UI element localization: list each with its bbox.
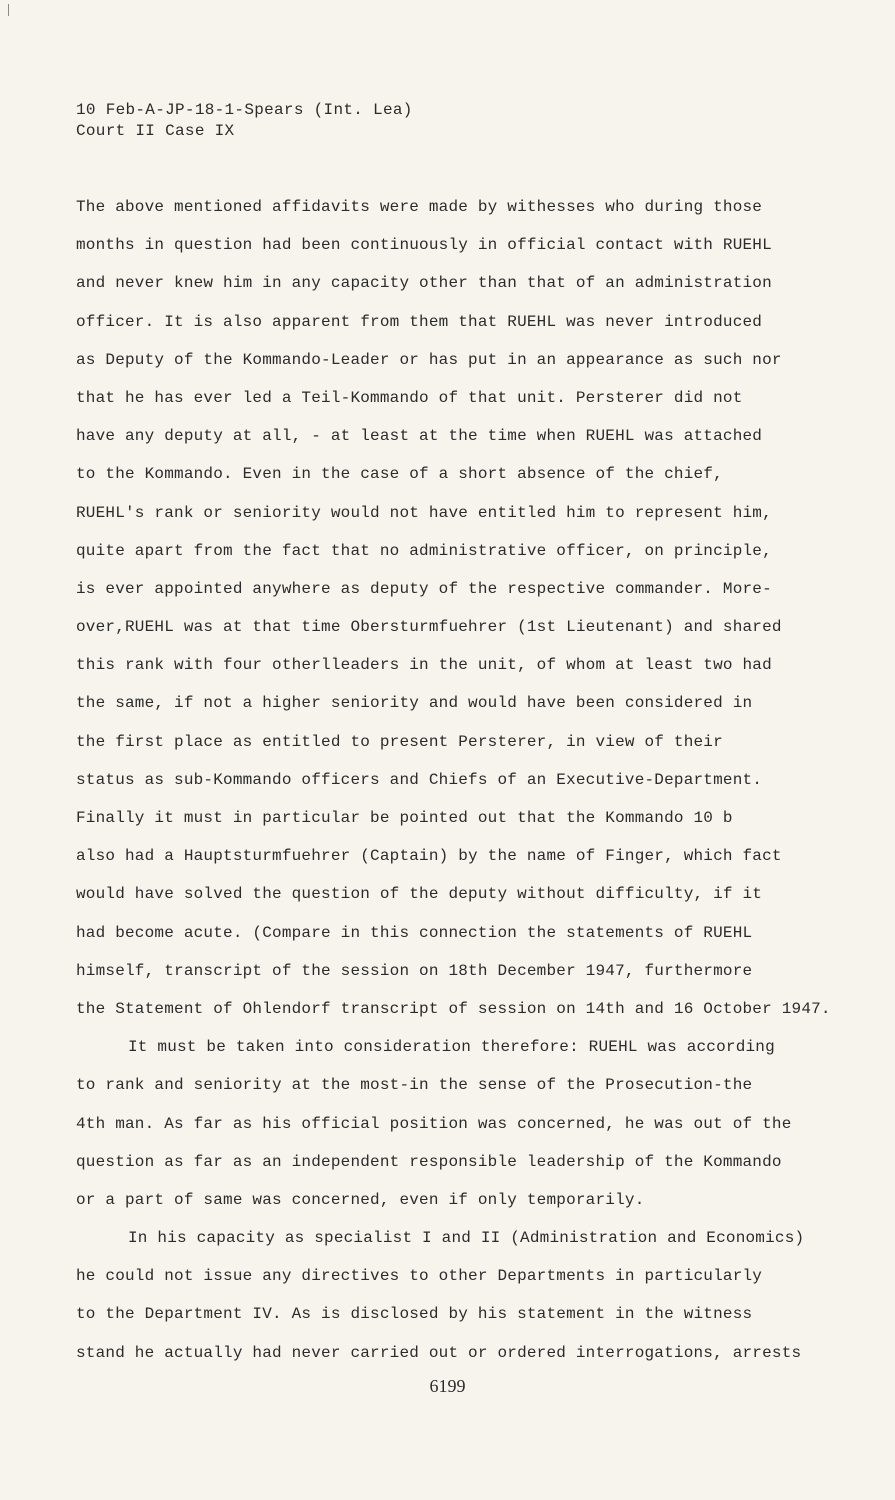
text-line: the same, if not a higher seniority and would have been considered in (76, 694, 753, 713)
text-line: is ever appointed anywhere as deputy of the respective commander. More- (76, 579, 772, 598)
text-line: to the Kommando. Even in the case of a short absence of the chief, (76, 465, 723, 484)
document-body (76, 192, 831, 1376)
text-line: as Deputy of the Kommando-Leader or has put in an appearance as such nor (76, 350, 782, 369)
text-line: The above mentioned affidavits were made by withesses who during those (76, 198, 763, 216)
text-line: RUEHL's rank or seniority would not have entitled him to represent him, (76, 503, 772, 522)
text-line: have any deputy at all, - at least at the time when RUEHL was attached (76, 427, 763, 446)
text-line: the Statement of Ohlendorf transcript of session on 14th and 16 October 1947. (76, 999, 831, 1018)
header-court-line: Court II Case IX (76, 122, 235, 140)
text-line: and never knew him in any capacity other than that of an administration (76, 274, 772, 293)
text-line: Finally it must in particular be pointed out that the Kommando 10 b (76, 809, 733, 827)
document-header (76, 100, 413, 142)
text-line: months in question had been continuously in official contact with RUEHL (76, 236, 772, 255)
text-line: he could not issue any directives to other Departments in particularly (76, 1267, 763, 1286)
text-line: would have solved the question of the deputy without difficulty, if it (76, 885, 763, 904)
text-line: to rank and seniority at the most-in the sense of the Prosecution-the (76, 1076, 753, 1095)
text-line: status as sub-Kommando officers and Chiefs of an Executive-Department. (76, 770, 763, 789)
text-line: this rank with four otherlleaders in the unit, of whom at least two had (76, 656, 772, 675)
text-line: It must be taken into consideration therefore: RUEHL was according (128, 1038, 775, 1057)
text-line: quite apart from the fact that no administrative officer, on principle, (76, 541, 772, 560)
text-line: In his capacity as specialist I and II (Administration and Economics) (128, 1229, 805, 1248)
text-line: over,RUEHL was at that time Obersturmfuehrer (1st Lieutenant) and shared (76, 618, 782, 637)
text-line: or a part of same was concerned, even if only temporarily. (76, 1190, 645, 1209)
text-line: also had a Hauptsturmfuehrer (Captain) by the name of Finger, which fact (76, 847, 782, 866)
text-line: the first place as entitled to present Persterer, in view of their (76, 732, 723, 751)
text-line: question as far as an independent responsible leadership of the Kommando (76, 1152, 782, 1171)
text-line: that he has ever led a Teil-Kommando of that unit. Persterer did not (76, 388, 743, 407)
text-line: officer. It is also apparent from them that RUEHL was never introduced (76, 312, 763, 331)
header-reference-line: 10 Feb-A-JP-18-1-Spears (Int. Lea) (76, 101, 413, 119)
text-line: 4th man. As far as his official position was concerned, he was out of the (76, 1114, 792, 1133)
text-line: to the Department IV. As is disclosed by his statement in the witness (76, 1305, 753, 1324)
text-line: himself, transcript of the session on 18th December 1947, furthermore (76, 961, 753, 980)
edge-mark (8, 4, 9, 16)
text-line: had become acute. (Compare in this connection the statements of RUEHL (76, 923, 753, 942)
text-line: stand he actually had never carried out or ordered interrogations, arrests (76, 1343, 802, 1362)
page-number: 6199 (429, 1376, 466, 1396)
